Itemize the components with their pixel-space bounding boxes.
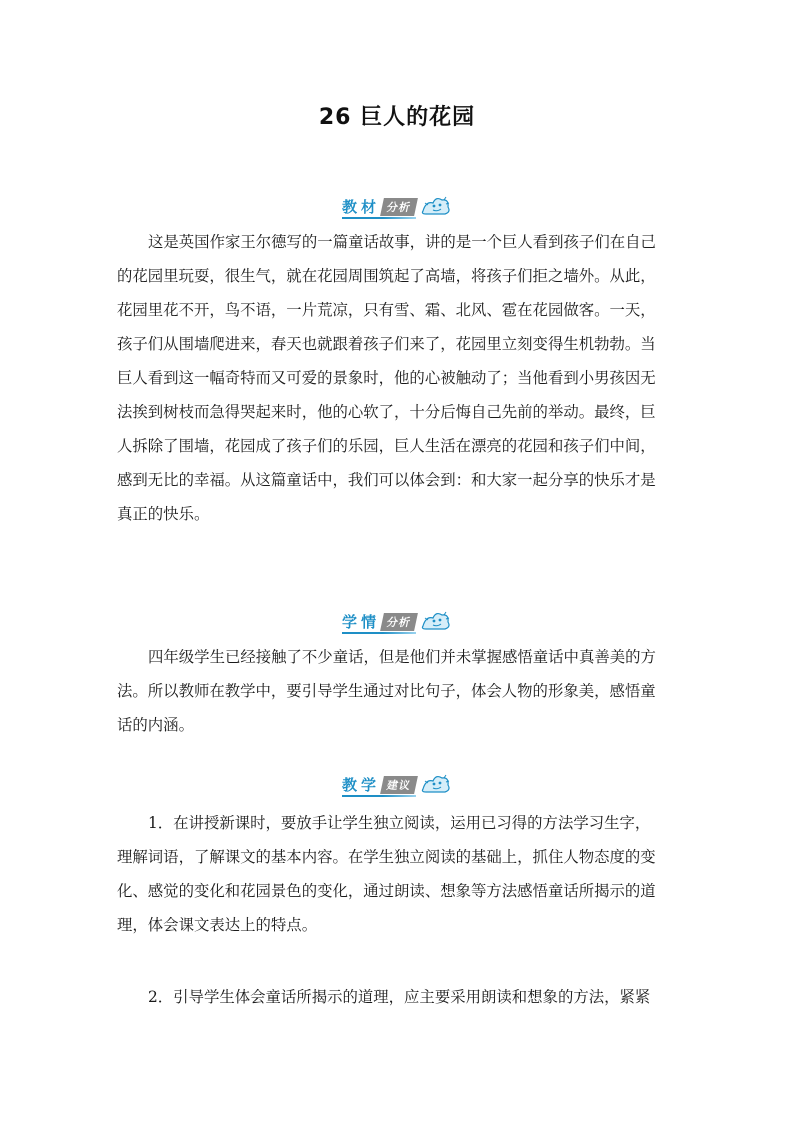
text-line: 这是英国作家王尔德写的一篇童话故事，讲的是一个巨人看到孩子们在自己 <box>148 233 656 251</box>
text-line: 法。所以教师在教学中，要引导学生通过对比句子，体会人物的形象美，感悟童 <box>117 682 656 700</box>
section-header-sub: 分析 <box>380 198 418 216</box>
text-line: 巨人看到这一幅奇特而又可爱的景象时，他的心被触动了；当他看到小男孩因无 <box>117 369 656 387</box>
section-badge <box>342 191 416 219</box>
paragraph-teaching-suggestion-2 <box>117 980 677 1014</box>
text-line: 人拆除了围墙，花园成了孩子们的乐园，巨人生活在漂亮的花园和孩子们中间， <box>117 437 656 455</box>
text-line: 真正的快乐。 <box>117 505 210 523</box>
section-header-sub: 分析 <box>380 613 418 631</box>
paragraph-teaching-suggestion-1 <box>117 806 677 942</box>
text-line: 感到无比的幸福。从这篇童话中，我们可以体会到：和大家一起分享的快乐才是 <box>117 471 656 489</box>
section-header-learner-analysis <box>0 605 794 635</box>
section-header-main: 学情 <box>341 613 380 631</box>
text-line: 四年级学生已经接触了不少童话，但是他们并未掌握感悟童话中真善美的方 <box>148 648 656 666</box>
section-badge <box>342 606 416 634</box>
section-header-textbook-analysis <box>0 190 794 220</box>
text-line: 法挨到树枝而急得哭起来时，他的心软了，十分后悔自己先前的举动。最终，巨 <box>117 403 656 421</box>
text-line: 化、感觉的变化和花园景色的变化，通过朗读、想象等方法感悟童话所揭示的道 <box>117 882 656 900</box>
text-line: 1．在讲授新课时，要放手让学生独立阅读，运用已习得的方法学习生字， <box>148 814 651 832</box>
cartoon-splash-icon <box>420 193 452 217</box>
section-header-teaching-suggestions <box>0 768 794 798</box>
cartoon-splash-icon <box>420 771 452 795</box>
text-line: 花园里花不开，鸟不语，一片荒凉，只有雪、霜、北风、雹在花园做客。一天， <box>117 301 656 319</box>
cartoon-splash-icon <box>420 608 452 632</box>
section-header-sub: 建议 <box>380 776 418 794</box>
section-header-main: 教材 <box>341 198 380 216</box>
text-line: 的花园里玩耍，很生气，就在花园周围筑起了高墙，将孩子们拒之墙外。从此， <box>117 267 656 285</box>
section-header-main: 教学 <box>341 776 380 794</box>
text-line: 孩子们从围墙爬进来，春天也就跟着孩子们来了，花园里立刻变得生机勃勃。当 <box>117 335 656 353</box>
text-line: 理解词语，了解课文的基本内容。在学生独立阅读的基础上，抓住人物态度的变 <box>117 848 656 866</box>
badge-underline <box>342 217 416 219</box>
page-title: 26 巨人的花园 <box>318 105 476 130</box>
badge-underline <box>342 632 416 634</box>
badge-underline <box>342 795 416 797</box>
paragraph-textbook-analysis <box>117 225 677 531</box>
text-line: 2．引导学生体会童话所揭示的道理，应主要采用朗读和想象的方法，紧紧 <box>148 988 651 1006</box>
text-line: 理，体会课文表达上的特点。 <box>117 916 318 934</box>
text-line: 话的内涵。 <box>117 716 194 734</box>
paragraph-learner-analysis <box>117 640 677 742</box>
section-badge <box>342 769 416 797</box>
